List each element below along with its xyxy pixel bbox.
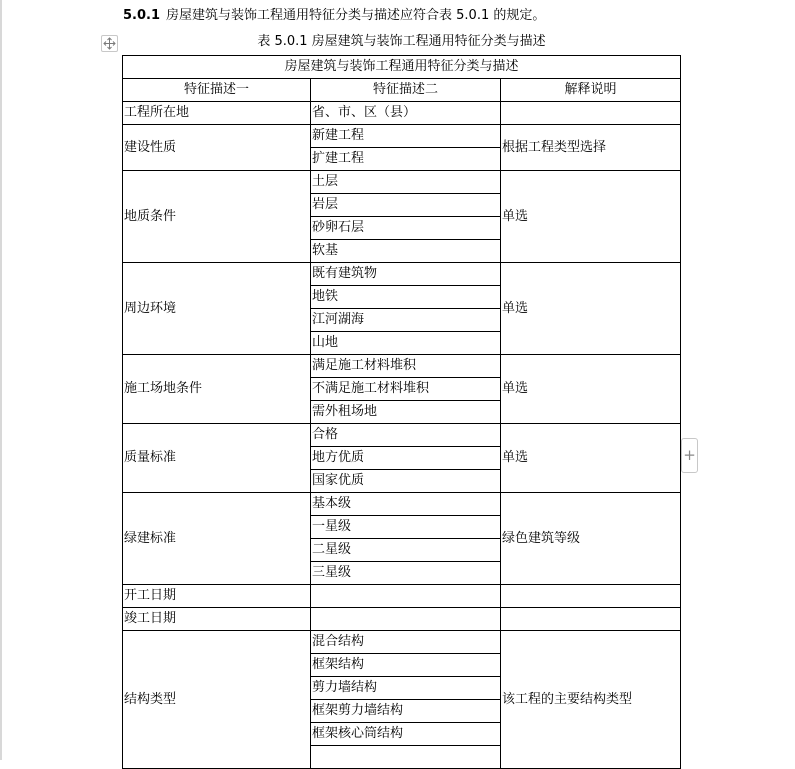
feature-category: 施工场地条件	[123, 355, 311, 424]
feature-category: 开工日期	[123, 585, 311, 608]
table-row	[123, 171, 681, 194]
feature-option: 新建工程	[311, 125, 501, 148]
feature-explanation	[501, 608, 681, 631]
table-title: 房屋建筑与装饰工程通用特征分类与描述	[123, 56, 681, 79]
feature-option: 合格	[311, 424, 501, 447]
feature-option: 一星级	[311, 516, 501, 539]
feature-option: 混合结构	[311, 631, 501, 654]
table-row	[123, 424, 681, 447]
feature-option: 岩层	[311, 194, 501, 217]
clause-number: 5.0.1	[123, 8, 161, 23]
feature-category: 竣工日期	[123, 608, 311, 631]
feature-option: 剪力墙结构	[311, 677, 501, 700]
feature-option: 二星级	[311, 539, 501, 562]
table-title-row	[123, 56, 681, 79]
feature-category: 质量标准	[123, 424, 311, 493]
feature-explanation: 根据工程类型选择	[501, 125, 681, 171]
table-header-row	[123, 79, 681, 102]
table-row	[123, 355, 681, 378]
feature-option: 土层	[311, 171, 501, 194]
header-feature-1: 特征描述一	[123, 79, 311, 102]
feature-option	[311, 746, 501, 769]
table-row	[123, 631, 681, 654]
feature-category: 周边环境	[123, 263, 311, 355]
feature-option: 山地	[311, 332, 501, 355]
feature-option: 扩建工程	[311, 148, 501, 171]
feature-option: 软基	[311, 240, 501, 263]
feature-category: 绿建标准	[123, 493, 311, 585]
table-row	[123, 102, 681, 125]
feature-explanation: 单选	[501, 355, 681, 424]
feature-explanation: 绿色建筑等级	[501, 493, 681, 585]
feature-option: 省、市、区（县）	[311, 102, 501, 125]
feature-explanation	[501, 585, 681, 608]
table-move-handle[interactable]	[101, 35, 118, 52]
feature-explanation: 该工程的主要结构类型	[501, 631, 681, 769]
feature-option: 国家优质	[311, 470, 501, 493]
feature-option: 满足施工材料堆积	[311, 355, 501, 378]
feature-option: 基本级	[311, 493, 501, 516]
add-column-handle[interactable]	[681, 438, 698, 473]
feature-option: 江河湖海	[311, 309, 501, 332]
feature-explanation: 单选	[501, 424, 681, 493]
page-edge	[0, 0, 2, 760]
feature-option: 框架剪力墙结构	[311, 700, 501, 723]
feature-option: 不满足施工材料堆积	[311, 378, 501, 401]
feature-explanation: 单选	[501, 171, 681, 263]
feature-category: 建设性质	[123, 125, 311, 171]
plus-icon: +	[683, 446, 696, 464]
feature-option	[311, 585, 501, 608]
feature-option: 需外租场地	[311, 401, 501, 424]
feature-explanation: 单选	[501, 263, 681, 355]
feature-option	[311, 608, 501, 631]
table-row	[123, 608, 681, 631]
table-caption: 表 5.0.1 房屋建筑与装饰工程通用特征分类与描述	[257, 34, 546, 49]
feature-option: 地方优质	[311, 447, 501, 470]
clause-text: 房屋建筑与装饰工程通用特征分类与描述应符合表 5.0.1 的规定。	[166, 8, 546, 23]
move-icon	[102, 36, 117, 51]
feature-category: 地质条件	[123, 171, 311, 263]
header-explanation: 解释说明	[501, 79, 681, 102]
clause-paragraph	[123, 6, 545, 26]
feature-category: 结构类型	[123, 631, 311, 769]
table-row	[123, 263, 681, 286]
feature-option: 三星级	[311, 562, 501, 585]
feature-option: 砂卵石层	[311, 217, 501, 240]
table-row	[123, 585, 681, 608]
header-feature-2: 特征描述二	[311, 79, 501, 102]
feature-option: 地铁	[311, 286, 501, 309]
table-row	[123, 493, 681, 516]
table-row	[123, 125, 681, 148]
feature-category: 工程所在地	[123, 102, 311, 125]
feature-option: 框架结构	[311, 654, 501, 677]
feature-table	[122, 55, 681, 769]
feature-explanation	[501, 102, 681, 125]
feature-option: 既有建筑物	[311, 263, 501, 286]
feature-option: 框架核心筒结构	[311, 723, 501, 746]
